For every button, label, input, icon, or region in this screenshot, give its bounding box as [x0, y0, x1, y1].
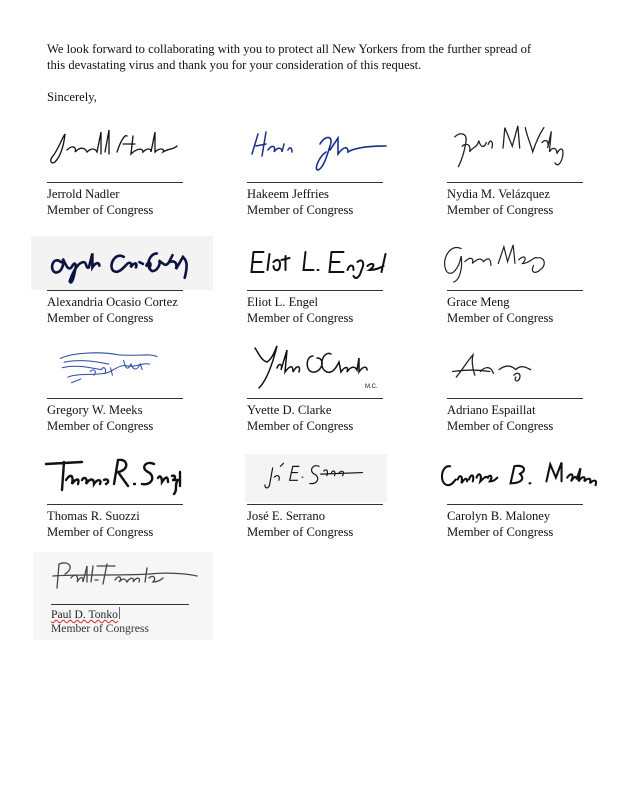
signer-title: Member of Congress [447, 203, 554, 217]
signer-name: Alexandria Ocasio Cortez [47, 295, 178, 309]
signer-block-ocasio-cortez [47, 226, 232, 326]
signature-line [247, 182, 383, 183]
signer-block-clarke [247, 334, 432, 434]
signer-block-jeffries [247, 118, 432, 218]
signer-block-meeks [47, 334, 232, 434]
signer-title: Member of Congress [47, 203, 154, 217]
signer-name: Gregory W. Meeks [47, 403, 143, 417]
signer-name-text: Paul D. Tonko [51, 608, 118, 621]
signature-tonko [49, 554, 199, 596]
signer-name: Yvette D. Clarke [247, 403, 332, 417]
signature-line [47, 398, 183, 399]
letter-body-line-1: We look forward to collaborating with you to protect all New Yorkers from the further spread of [47, 42, 532, 56]
signer-title: Member of Congress [447, 419, 554, 433]
signer-title: Member of Congress [447, 311, 554, 325]
signature-clarke [247, 334, 387, 396]
signer-name: Carolyn B. Maloney [447, 509, 551, 523]
signature-engel [247, 226, 392, 288]
signer-title: Member of Congress [447, 525, 554, 539]
signature-line [247, 398, 383, 399]
letter-closing: Sincerely, [47, 90, 97, 104]
signer-name: Eliot L. Engel [247, 295, 318, 309]
signature-line [247, 504, 383, 505]
signer-name: Jerrold Nadler [47, 187, 120, 201]
signature-jeffries [233, 118, 403, 180]
letter-body [47, 41, 607, 73]
signature-line [447, 504, 583, 505]
signer-block-serrano [247, 440, 432, 540]
signature-ocasio-cortez [31, 236, 213, 290]
signature-line [47, 504, 183, 505]
signer-title: Member of Congress [247, 311, 354, 325]
signer-block-engel [247, 226, 432, 326]
signature-serrano [245, 454, 387, 502]
signer-name: José E. Serrano [247, 509, 325, 523]
letter-body-line-2: this devastating virus and thank you for your consideration of this request. [47, 58, 422, 72]
signer-block-nadler [47, 118, 232, 218]
signer-title: Member of Congress [47, 419, 154, 433]
signer-title: Member of Congress [47, 311, 154, 325]
signer-title: Member of Congress [247, 525, 354, 539]
signature-line [447, 290, 583, 291]
signature-suozzi [37, 440, 187, 502]
signature-nadler [47, 118, 187, 180]
signer-name: Grace Meng [447, 295, 510, 309]
signature-line [247, 290, 383, 291]
text-cursor [119, 607, 120, 619]
signature-line [47, 182, 183, 183]
signature-velazquez [451, 118, 581, 180]
signer-name: Thomas R. Suozzi [47, 509, 140, 523]
signature-line [447, 182, 583, 183]
signer-block-meng [447, 226, 625, 326]
signer-name: Nydia M. Velázquez [447, 187, 550, 201]
signer-block-espaillat [447, 334, 625, 434]
signature-line [47, 290, 183, 291]
signer-block-suozzi [47, 440, 232, 540]
signer-block-velazquez [447, 118, 625, 218]
signer-title: Member of Congress [247, 419, 354, 433]
signer-block-tonko [33, 552, 213, 640]
signature-meng [437, 226, 567, 288]
clarke-signature-initials: M.C. [365, 384, 378, 390]
signer-name: Adriano Espaillat [447, 403, 536, 417]
signer-title: Member of Congress [47, 525, 154, 539]
signature-line [51, 604, 189, 605]
signer-block-maloney [447, 440, 625, 540]
signature-maloney [435, 440, 605, 502]
signer-title: Member of Congress [247, 203, 354, 217]
signature-espaillat [447, 334, 577, 396]
signature-line [447, 398, 583, 399]
signature-meeks [53, 334, 183, 396]
signer-name: Hakeem Jeffries [247, 187, 329, 201]
signer-title: Member of Congress [51, 622, 149, 635]
